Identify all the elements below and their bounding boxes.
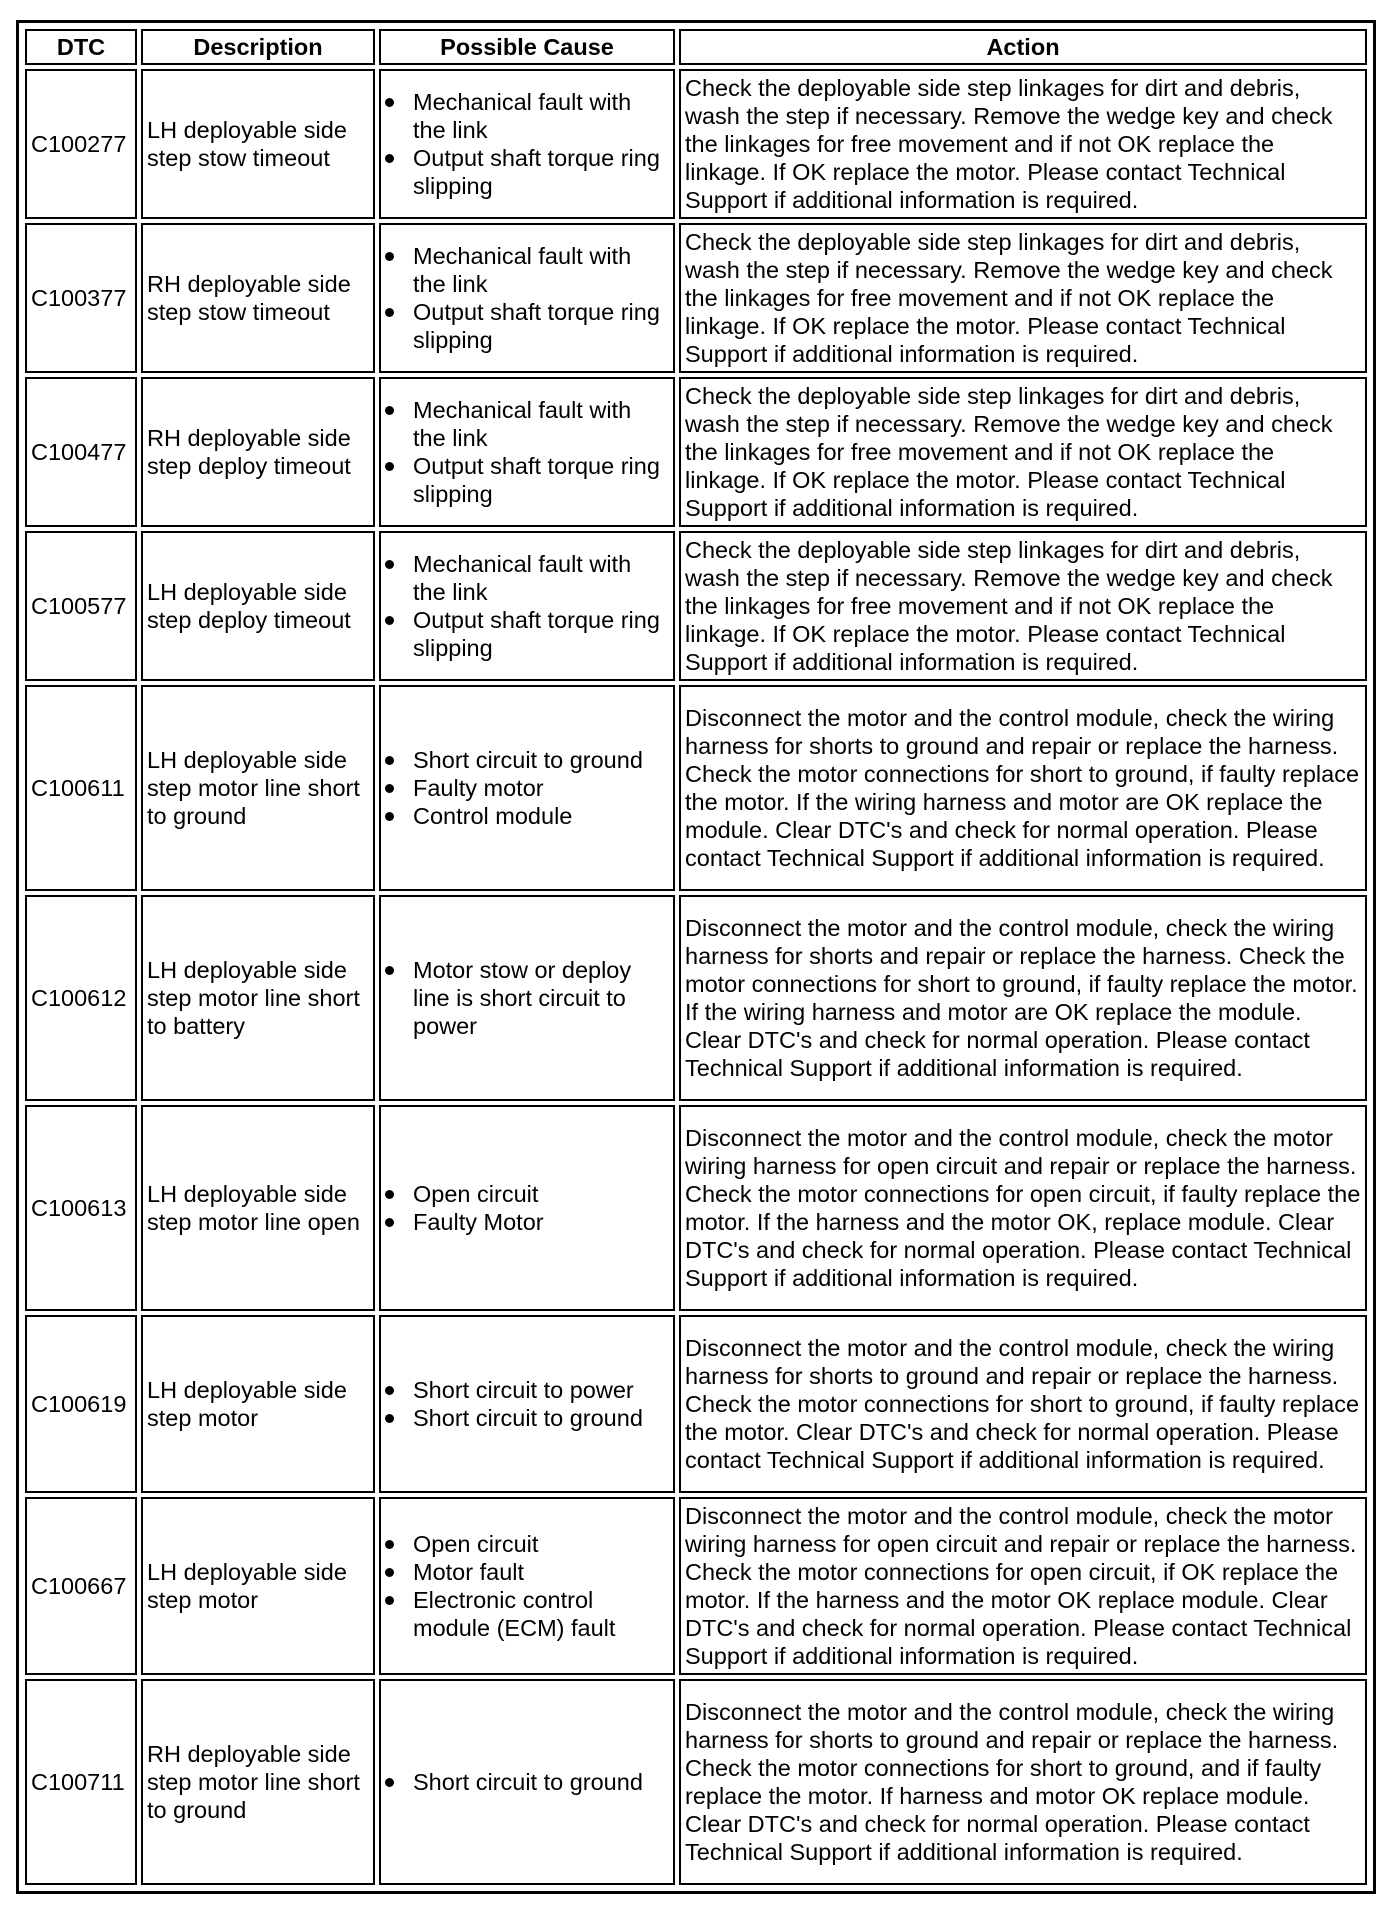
cause-item: Output shaft torque ring slipping: [385, 298, 669, 354]
dtc-code: C100619: [25, 1315, 137, 1493]
dtc-description: LH deployable side step motor line short to battery: [141, 895, 375, 1101]
action-text: Check the deployable side step linkages for dirt and debris, wash the step if necessary. Remove the wedge key and check the linkages for free movement and if not OK replace the linkage. If OK replace the motor. Please contact Technical Support if additional information is required.: [679, 69, 1367, 219]
cause-item: Control module: [385, 802, 669, 830]
table-row: [25, 895, 1367, 1101]
cause-list: [385, 242, 669, 354]
possible-cause-cell: [379, 1679, 675, 1885]
dtc-description: LH deployable side step stow timeout: [141, 69, 375, 219]
cause-item: Short circuit to ground: [385, 746, 669, 774]
cause-item: Faulty Motor: [385, 1208, 669, 1236]
header-possible-cause: Possible Cause: [379, 29, 675, 65]
possible-cause-cell: [379, 69, 675, 219]
table-row: [25, 1315, 1367, 1493]
dtc-table-frame: [16, 20, 1376, 1894]
cause-list: [385, 88, 669, 200]
possible-cause-cell: [379, 1105, 675, 1311]
cause-list: [385, 550, 669, 662]
cause-item: Short circuit to ground: [385, 1404, 669, 1432]
table-row: [25, 223, 1367, 373]
cause-item: Faulty motor: [385, 774, 669, 802]
dtc-code: C100377: [25, 223, 137, 373]
action-text: Disconnect the motor and the control module, check the motor wiring harness for open circuit and repair or replace the harness. Check the motor connections for open circuit, if faulty replace the motor. If the harness and the motor OK, replace module. Clear DTC's and check for normal operation. Please contact Technical Support if additional information is required.: [679, 1105, 1367, 1311]
header-dtc: DTC: [25, 29, 137, 65]
possible-cause-cell: [379, 377, 675, 527]
dtc-description: RH deployable side step deploy timeout: [141, 377, 375, 527]
cause-list: [385, 1530, 669, 1642]
possible-cause-cell: [379, 223, 675, 373]
possible-cause-cell: [379, 685, 675, 891]
dtc-description: LH deployable side step motor line open: [141, 1105, 375, 1311]
dtc-code: C100611: [25, 685, 137, 891]
cause-list: [385, 1376, 669, 1432]
table-row: [25, 377, 1367, 527]
table-row: [25, 69, 1367, 219]
header-action: Action: [679, 29, 1367, 65]
dtc-code: C100577: [25, 531, 137, 681]
action-text: Disconnect the motor and the control module, check the wiring harness for shorts to ground and repair or replace the harness. Check the motor connections for short to ground, if faulty replace the motor. If the wiring harness and motor are OK replace the module. Clear DTC's and check for normal operation. Please contact Technical Support if additional information is required.: [679, 685, 1367, 891]
cause-item: Mechanical fault with the link: [385, 242, 669, 298]
dtc-description: RH deployable side step motor line short to ground: [141, 1679, 375, 1885]
dtc-code: C100477: [25, 377, 137, 527]
possible-cause-cell: [379, 531, 675, 681]
dtc-description: LH deployable side step motor: [141, 1497, 375, 1675]
action-text: Check the deployable side step linkages for dirt and debris, wash the step if necessary. Remove the wedge key and check the linkages for free movement and if not OK replace the linkage. If OK replace the motor. Please contact Technical Support if additional information is required.: [679, 531, 1367, 681]
dtc-code: C100612: [25, 895, 137, 1101]
table-row: [25, 531, 1367, 681]
dtc-code: C100613: [25, 1105, 137, 1311]
dtc-code: C100667: [25, 1497, 137, 1675]
action-text: Check the deployable side step linkages for dirt and debris, wash the step if necessary. Remove the wedge key and check the linkages for free movement and if not OK replace the linkage. If OK replace the motor. Please contact Technical Support if additional information is required.: [679, 377, 1367, 527]
cause-list: [385, 1768, 669, 1796]
cause-item: Mechanical fault with the link: [385, 550, 669, 606]
possible-cause-cell: [379, 895, 675, 1101]
possible-cause-cell: [379, 1497, 675, 1675]
cause-list: [385, 396, 669, 508]
dtc-description: RH deployable side step stow timeout: [141, 223, 375, 373]
dtc-code: C100711: [25, 1679, 137, 1885]
action-text: Disconnect the motor and the control module, check the wiring harness for shorts to ground and repair or replace the harness. Check the motor connections for short to ground, if faulty replace the motor. Clear DTC's and check for normal operation. Please contact Technical Support if additional information is required.: [679, 1315, 1367, 1493]
cause-item: Mechanical fault with the link: [385, 396, 669, 452]
cause-item: Motor stow or deploy line is short circuit to power: [385, 956, 669, 1040]
cause-item: Short circuit to ground: [385, 1768, 669, 1796]
header-row: [25, 29, 1367, 65]
header-description: Description: [141, 29, 375, 65]
cause-item: Electronic control module (ECM) fault: [385, 1586, 669, 1642]
dtc-description: LH deployable side step deploy timeout: [141, 531, 375, 681]
cause-item: Short circuit to power: [385, 1376, 669, 1404]
table-row: [25, 1679, 1367, 1885]
cause-item: Open circuit: [385, 1530, 669, 1558]
dtc-description: LH deployable side step motor line short to ground: [141, 685, 375, 891]
table-row: [25, 685, 1367, 891]
cause-item: Output shaft torque ring slipping: [385, 144, 669, 200]
dtc-table: [21, 25, 1371, 1889]
table-row: [25, 1497, 1367, 1675]
cause-item: Output shaft torque ring slipping: [385, 452, 669, 508]
dtc-code: C100277: [25, 69, 137, 219]
cause-list: [385, 746, 669, 830]
action-text: Disconnect the motor and the control module, check the wiring harness for shorts and repair or replace the harness. Check the motor connections for short to ground, if faulty replace the motor. If the wiring harness and motor are OK replace the module. Clear DTC's and check for normal operation. Please contact Technical Support if additional information is required.: [679, 895, 1367, 1101]
action-text: Check the deployable side step linkages for dirt and debris, wash the step if necessary. Remove the wedge key and check the linkages for free movement and if not OK replace the linkage. If OK replace the motor. Please contact Technical Support if additional information is required.: [679, 223, 1367, 373]
cause-item: Mechanical fault with the link: [385, 88, 669, 144]
dtc-description: LH deployable side step motor: [141, 1315, 375, 1493]
table-row: [25, 1105, 1367, 1311]
action-text: Disconnect the motor and the control module, check the wiring harness for shorts to ground and repair or replace the harness. Check the motor connections for short to ground, and if faulty replace the motor. If harness and motor OK replace module. Clear DTC's and check for normal operation. Please contact Technical Support if additional information is required.: [679, 1679, 1367, 1885]
possible-cause-cell: [379, 1315, 675, 1493]
cause-item: Output shaft torque ring slipping: [385, 606, 669, 662]
action-text: Disconnect the motor and the control module, check the motor wiring harness for open circuit and repair or replace the harness. Check the motor connections for open circuit, if OK replace the motor. If the harness and the motor OK replace module. Clear DTC's and check for normal operation. Please contact Technical Support if additional information is required.: [679, 1497, 1367, 1675]
cause-list: [385, 956, 669, 1040]
cause-item: Open circuit: [385, 1180, 669, 1208]
cause-item: Motor fault: [385, 1558, 669, 1586]
cause-list: [385, 1180, 669, 1236]
